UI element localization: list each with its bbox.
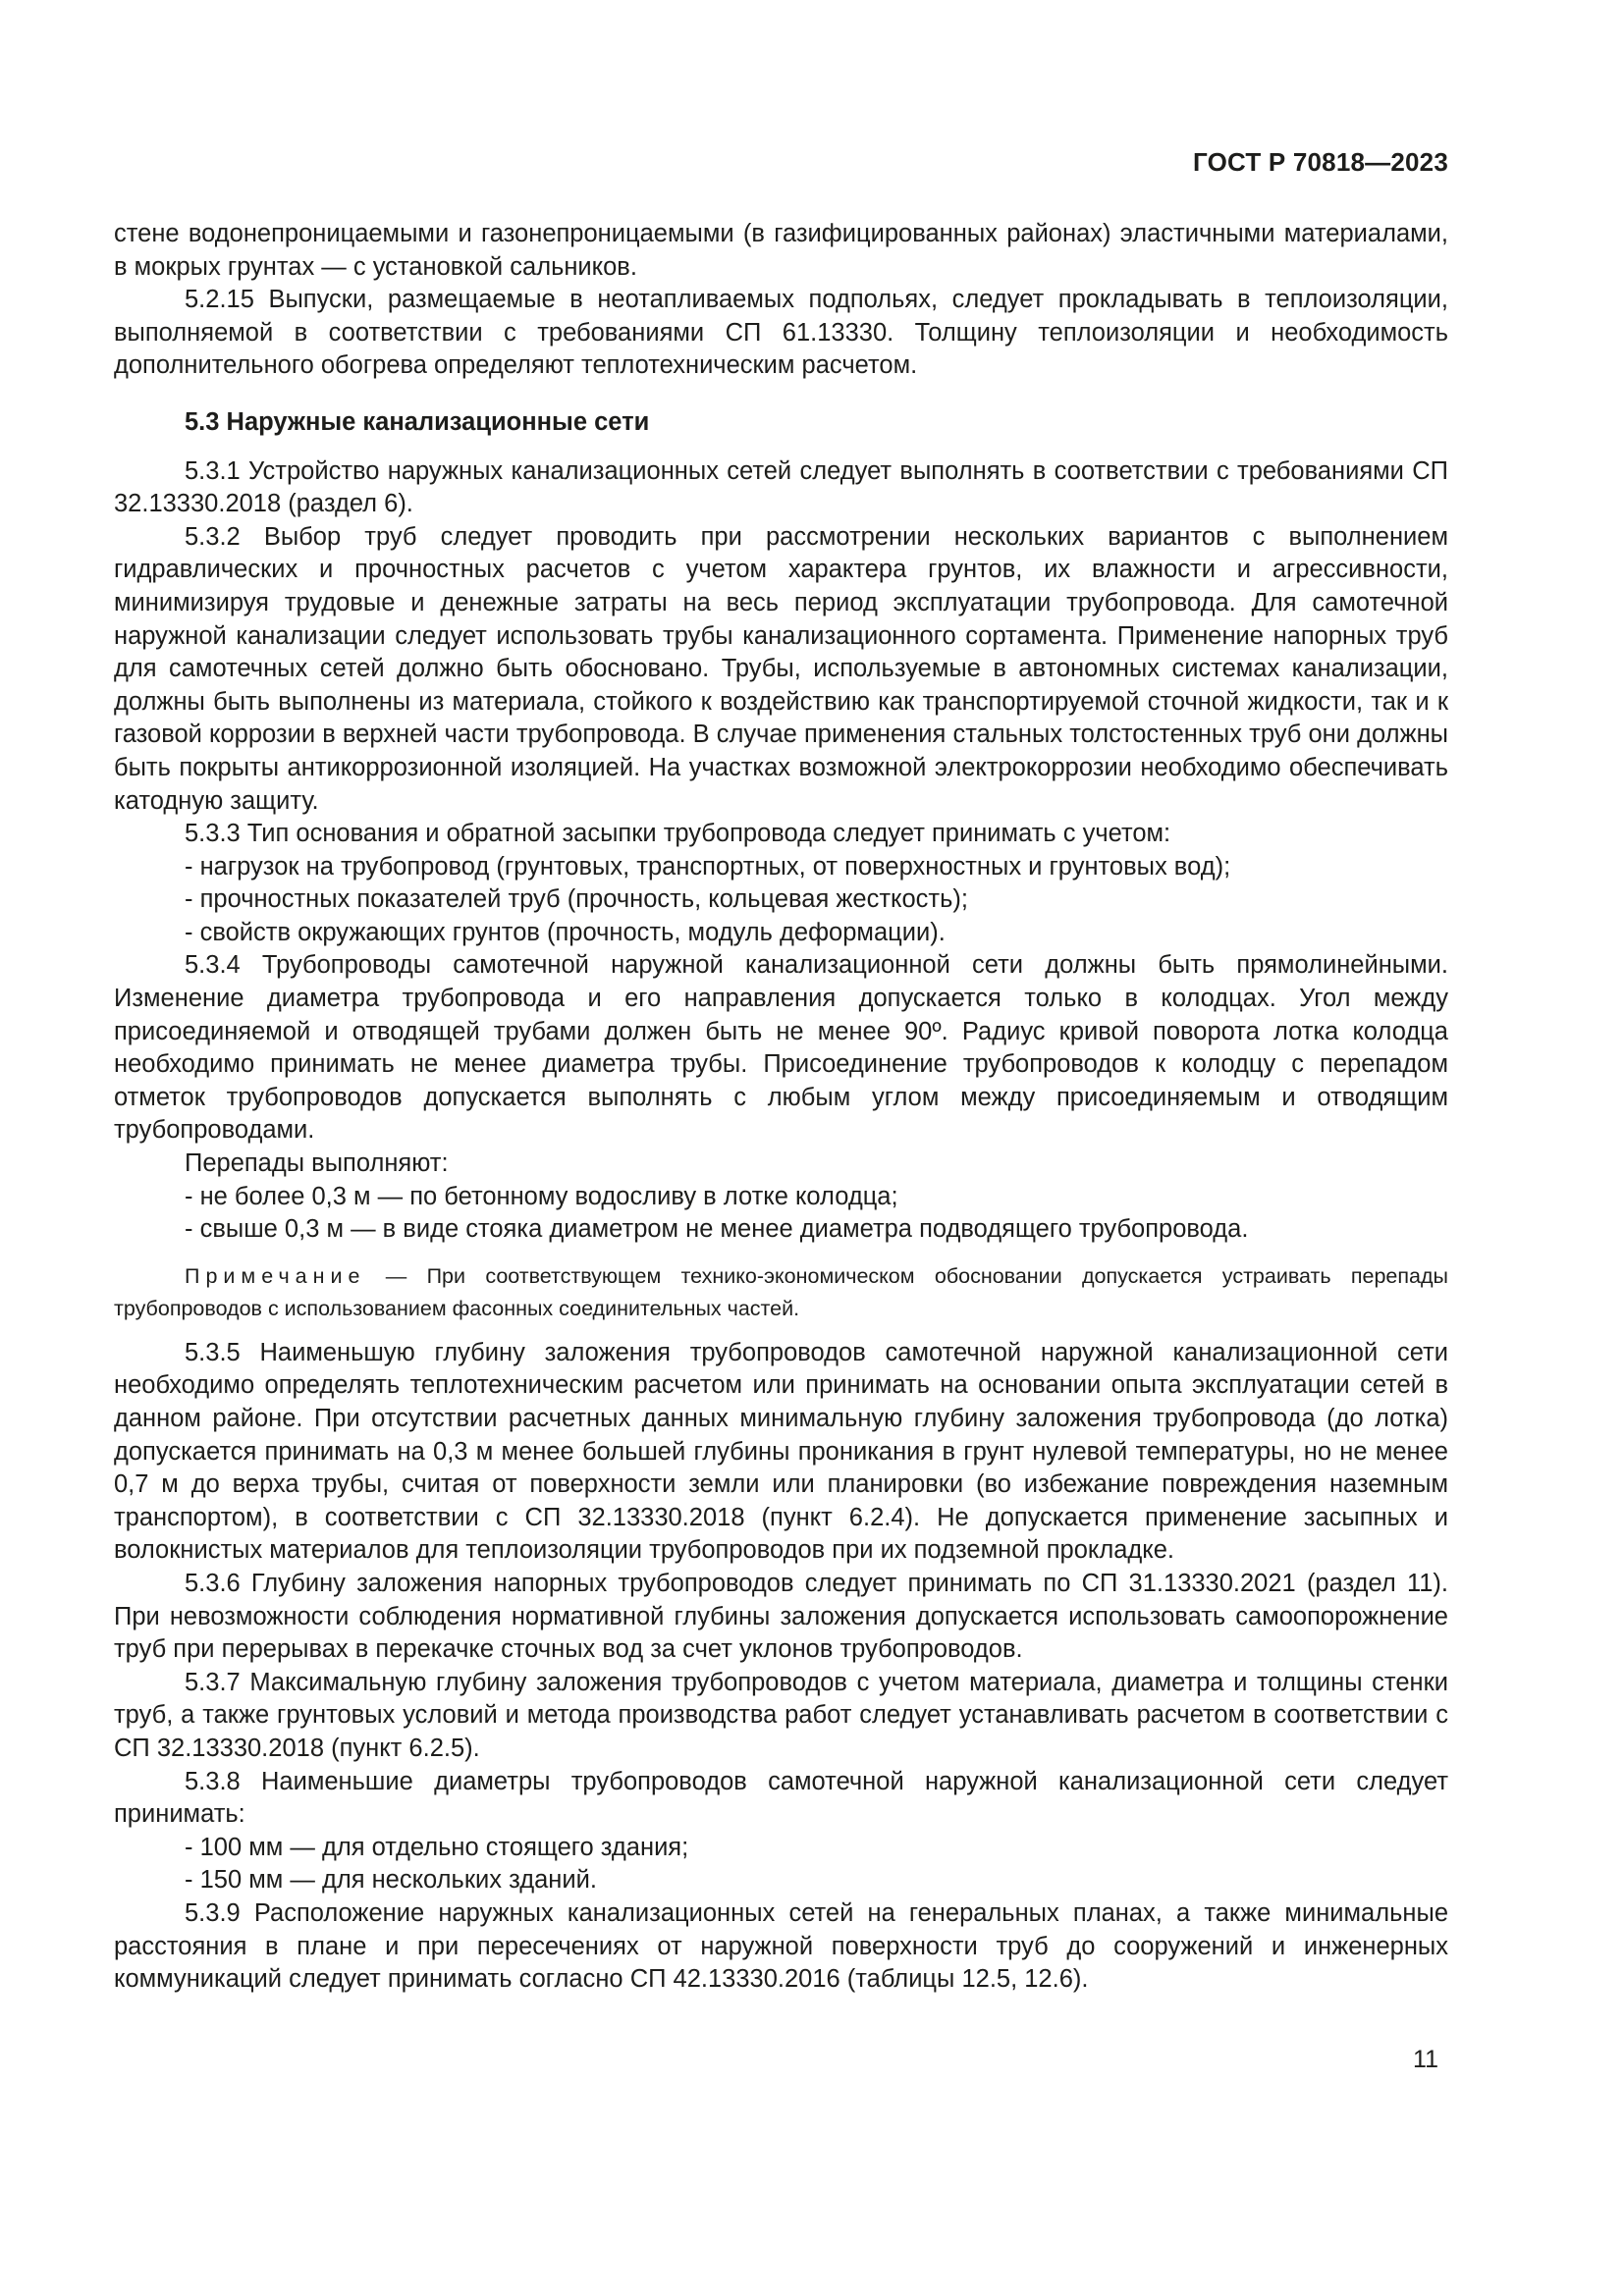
page-number: 11 (1413, 2046, 1438, 2073)
clause-5-3-2: 5.3.2 Выбор труб следует проводить при рассмотрении нескольких вариантов с выполнением гидравлических и прочностных расчетов с учетом характера грунтов, их влажности и агрессивности, минимизируя трудовые и денежные затраты на весь период эксплуатации трубопровода. Для самотечной наружной канализации следует использовать трубы канализационного сортамента. Применение напорных труб для самотечных сетей должно быть обосновано. Трубы, используемые в автономных системах канализации, должны быть выполнены из материала, стойкого к воздействию как транспортируемой сточной жидкости, так и к газовой коррозии в верхней части трубопровода. В случае применения стальных толстостенных труб они должны быть покрыты антикоррозионной изоляцией. На участках возможной электрокоррозии необходимо обеспечивать катодную защиту. (114, 522, 1448, 815)
clause-5-2-15: 5.2.15 Выпуски, размещаемые в неотапливаемых подпольях, следует прокладывать в теплоизоляции, выполняемой в соответствии с требованиями СП 61.13330. Толщину теплоизоляции и необходимость дополнительного обогрева определяют теплотехническим расчетом. (114, 286, 1448, 380)
document-body (114, 218, 1448, 1997)
clause-5-3-7: 5.3.7 Максимальную глубину заложения трубопроводов с учетом материала, диаметра и толщины стенки труб, а также грунтовых условий и метода производства работ следует устанавливать расчетом в соответствии с СП 32.13330.2018 (пункт 6.2.5). (114, 1668, 1448, 1762)
drops-intro: Перепады выполняют: (185, 1149, 449, 1178)
clause-5-3-4: 5.3.4 Трубопроводы самотечной наружной канализационной сети должны быть прямолинейными. Изменение диаметра трубопровода и его направления допускается только в колодцах. Угол между присоединяемой и отводящей трубами должен быть не менее 90º. Радиус кривой поворота лотка колодца необходимо принимать не менее диаметра трубы. Присоединение трубопроводов к колодцу с перепадом отметок трубопроводов допускается выполнять с любым углом между присоединяемым и отводящим трубопроводами. (114, 951, 1448, 1145)
list-item: - нагрузок на трубопровод (грунтовых, транспортных, от поверхностных и грунтовых вод); (185, 851, 1448, 884)
standard-id-header: ГОСТ Р 70818—2023 (1193, 147, 1448, 177)
list-item: - 150 мм — для нескольких зданий. (185, 1864, 1448, 1897)
clause-5-3-9: 5.3.9 Расположение наружных канализационных сетей на генеральных планах, а также минимальные расстояния в плане и при пересечениях от наружной поверхности труб до сооружений и инженерных коммуникаций следует принимать согласно СП 42.13330.2016 (таблицы 12.5, 12.6). (114, 1898, 1448, 1994)
list-drops (114, 1181, 1448, 1247)
list-item: - не более 0,3 м — по бетонному водосливу в лотке колодца; (185, 1181, 1448, 1214)
clause-5-3-3: 5.3.3 Тип основания и обратной засыпки трубопровода следует принимать с учетом: (185, 820, 1171, 848)
list-5-3-8 (114, 1832, 1448, 1897)
note (114, 1260, 1448, 1325)
list-item: - 100 мм — для отдельно стоящего здания; (185, 1832, 1448, 1865)
list-item: - свойств окружающих грунтов (прочность, модуль деформации). (185, 917, 1448, 950)
list-item: - прочностных показателей труб (прочность, кольцевая жесткость); (185, 883, 1448, 917)
clause-5-3-5: 5.3.5 Наименьшую глубину заложения трубопроводов самотечной наружной канализационной сети необходимо определять теплотехническим расчетом или принимать на основании опыта эксплуатации сетей в данном районе. При отсутствии расчетных данных минимальную глубину заложения трубопровода (до лотка) допускается принимать на 0,3 м менее большей глубины проникания в грунт нулевой температуры, но не менее 0,7 м до верха трубы, считая от поверхности земли или планировки (во избежание повреждения наземным транспортом), в соответствии с СП 32.13330.2018 (пункт 6.2.4). Не допускается применение засыпных и волокнистых материалов для теплоизоляции трубопроводов при их подземной прокладке. (114, 1338, 1448, 1565)
clause-5-3-8: 5.3.8 Наименьшие диаметры трубопроводов самотечной наружной канализационной сети следует принимать: (114, 1767, 1448, 1829)
note-text: — При соответствующем технико-экономическом обосновании допускается устраивать перепады трубопроводов с использованием фасонных соединительных частей. (114, 1263, 1448, 1320)
continued-paragraph: стене водонепроницаемыми и газонепроницаемыми (в газифицированных районах) эластичными материалами, в мокрых грунтах — с установкой сальников. (114, 220, 1448, 281)
list-5-3-3 (114, 851, 1448, 950)
clause-5-3-6: 5.3.6 Глубину заложения напорных трубопроводов следует принимать по СП 31.13330.2021 (раздел 11). При невозможности соблюдения нормативной глубины заложения допускается использовать самоопорожнение труб при перерывах в перекачке сточных вод за счет уклонов трубопроводов. (114, 1569, 1448, 1664)
note-label: Примечание (185, 1263, 366, 1288)
clause-5-3-1: 5.3.1 Устройство наружных канализационных сетей следует выполнять в соответствии с требованиями СП 32.13330.2018 (раздел 6). (114, 456, 1448, 518)
list-item: - свыше 0,3 м — в виде стояка диаметром не менее диаметра подводящего трубопровода. (185, 1213, 1448, 1247)
section-heading-5-3: 5.3 Наружные канализационные сети (185, 407, 650, 436)
